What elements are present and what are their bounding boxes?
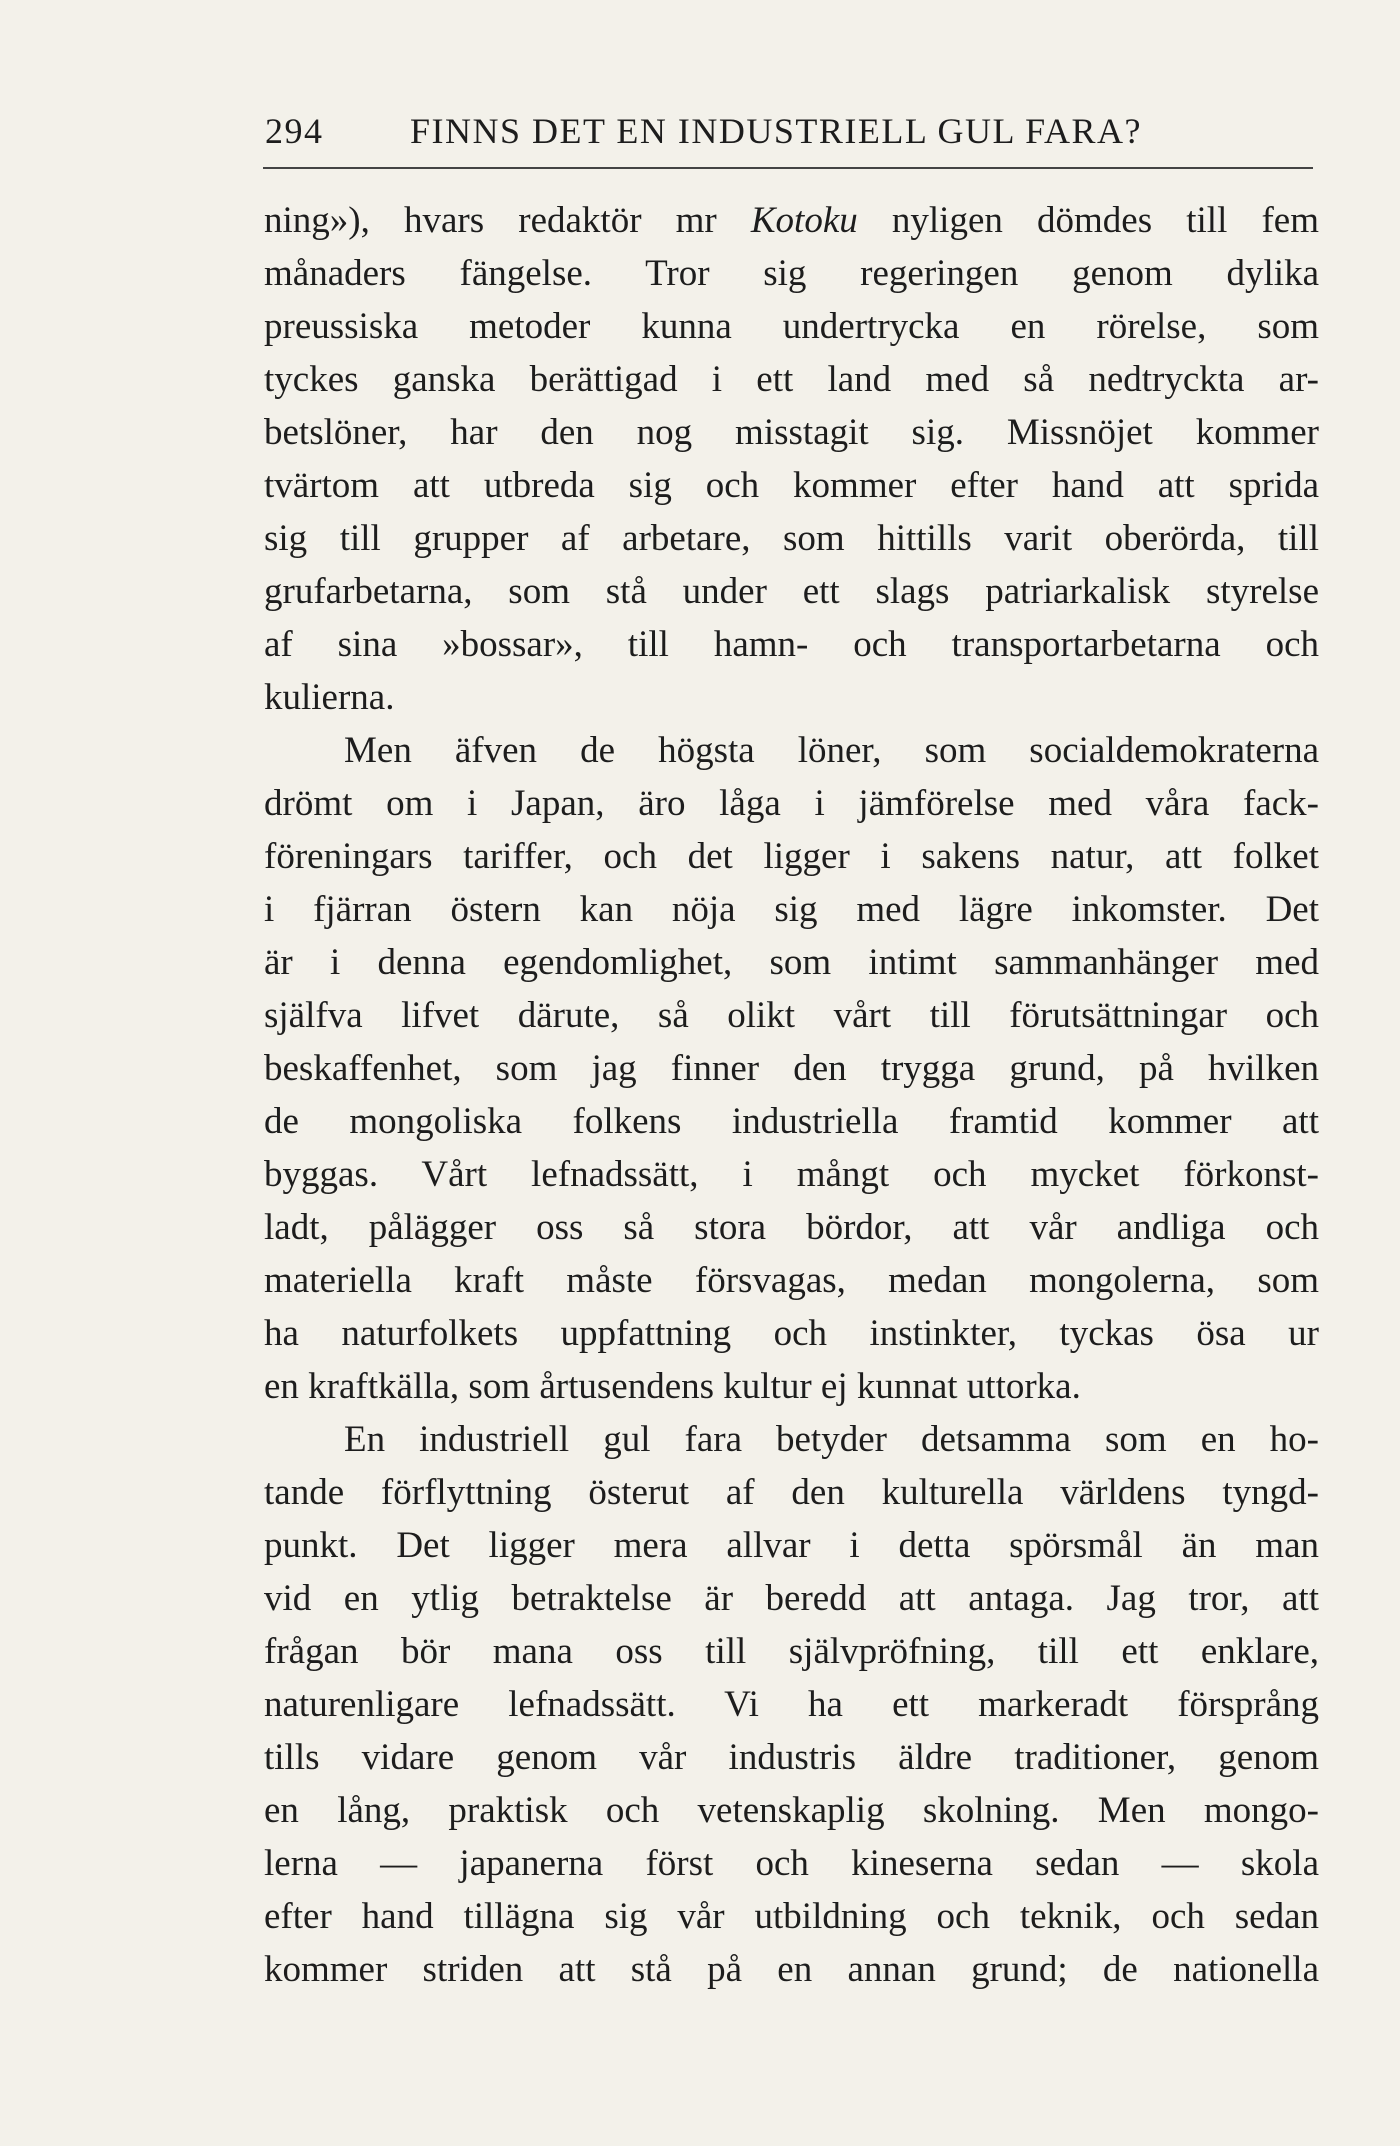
text-line: de mongoliska folkens industriella framtid kommer att xyxy=(264,1101,1319,1142)
paragraph-start: En industriell gul fara betyder detsamma som en ho- xyxy=(344,1419,1319,1460)
text-line: föreningars tariffer, och det ligger i sakens natur, att folket xyxy=(264,836,1319,877)
body-text xyxy=(264,194,1319,1996)
page-header xyxy=(265,110,1315,162)
text-line: i fjärran östern kan nöja sig med lägre inkomster. Det xyxy=(264,889,1319,930)
text-line: preussiska metoder kunna undertrycka en rörelse, som xyxy=(264,306,1319,347)
text-line: vid en ytlig betraktelse är beredd att antaga. Jag tror, att xyxy=(264,1578,1319,1619)
text-line: drömt om i Japan, äro låga i jämförelse med våra fack- xyxy=(264,783,1319,824)
text-line: ladt, pålägger oss så stora bördor, att vår andliga och xyxy=(264,1207,1319,1248)
text-line: en kraftkälla, som årtusendens kultur ej kunnat uttorka. xyxy=(264,1366,1081,1407)
text-line: efter hand tillägna sig vår utbildning och teknik, och sedan xyxy=(264,1896,1319,1937)
text-line: själfva lifvet därute, så olikt vårt till förutsättningar och xyxy=(264,995,1319,1036)
text-line: frågan bör mana oss till självpröfning, till ett enklare, xyxy=(264,1631,1319,1672)
text-line: kommer striden att stå på en annan grund; de nationella xyxy=(264,1949,1319,1990)
text-line: tvärtom att utbreda sig och kommer efter hand att sprida xyxy=(264,465,1319,506)
running-title: FINNS DET EN INDUSTRIELL GUL FARA? xyxy=(410,111,1142,151)
text-line: materiella kraft måste försvagas, medan mongolerna, som xyxy=(264,1260,1319,1301)
text-line: ning»), hvars redaktör mr Kotoku nyligen dömdes till fem xyxy=(264,200,1319,241)
text-line: naturenligare lefnadssätt. Vi ha ett markeradt försprång xyxy=(264,1684,1319,1725)
text-line: sig till grupper af arbetare, som hittills varit oberörda, till xyxy=(264,518,1319,559)
text-line: punkt. Det ligger mera allvar i detta spörsmål än man xyxy=(264,1525,1319,1566)
header-rule xyxy=(263,167,1313,169)
text-line: af sina »bossar», till hamn- och transportarbetarna och xyxy=(264,624,1319,665)
text-line: tyckes ganska berättigad i ett land med så nedtryckta ar- xyxy=(264,359,1319,400)
text-line: betslöner, har den nog misstagit sig. Missnöjet kommer xyxy=(264,412,1319,453)
text-line: kulierna. xyxy=(264,677,395,718)
text-line: månaders fängelse. Tror sig regeringen genom dylika xyxy=(264,253,1319,294)
paragraph-start: Men äfven de högsta löner, som socialdemokraterna xyxy=(344,730,1319,771)
text-line: ha naturfolkets uppfattning och instinkter, tyckas ösa ur xyxy=(264,1313,1319,1354)
text-line: tande förflyttning österut af den kulturella världens tyngd- xyxy=(264,1472,1319,1513)
text-line: byggas. Vårt lefnadssätt, i mångt och mycket förkonst- xyxy=(264,1154,1319,1195)
emphasized-name: Kotoku xyxy=(750,200,858,241)
text-line: grufarbetarna, som stå under ett slags patriarkalisk styrelse xyxy=(264,571,1319,612)
text-line: beskaffenhet, som jag finner den trygga grund, på hvilken xyxy=(264,1048,1319,1089)
text-line: är i denna egendomlighet, som intimt sammanhänger med xyxy=(264,942,1319,983)
text-line: en lång, praktisk och vetenskaplig skolning. Men mongo- xyxy=(264,1790,1319,1831)
page-number: 294 xyxy=(265,111,324,151)
text-line: tills vidare genom vår industris äldre traditioner, genom xyxy=(264,1737,1319,1778)
text-line: lerna — japanerna först och kineserna sedan — skola xyxy=(264,1843,1319,1884)
